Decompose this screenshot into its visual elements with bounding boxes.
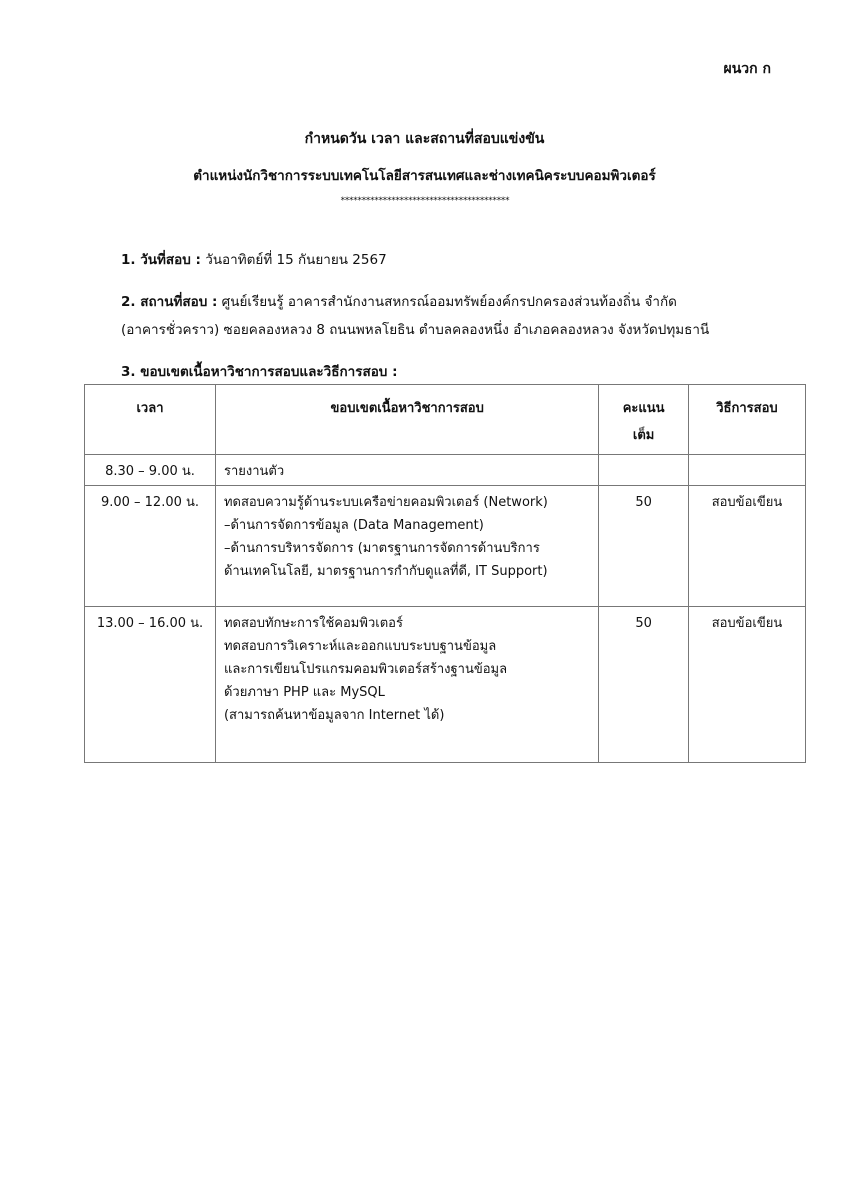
row-time: 9.00 – 12.00 น.	[85, 486, 216, 607]
row-score	[599, 455, 688, 486]
header-content: ขอบเขตเนื้อหาวิชาการสอบ	[215, 385, 598, 455]
row-score: 50	[599, 607, 688, 763]
header-score-line1: คะแนน	[622, 401, 665, 416]
table-row	[85, 455, 806, 486]
appendix-label: ผนวก ก	[723, 61, 771, 77]
table-row	[85, 486, 806, 607]
row-time: 13.00 – 16.00 น.	[85, 607, 216, 763]
exam-date-value: วันอาทิตย์ที่ 15 กันยายน 2567	[205, 252, 387, 268]
exam-date-label: 1. วันที่สอบ :	[121, 252, 201, 268]
header-time: เวลา	[85, 385, 216, 455]
exam-schedule-table	[84, 384, 806, 763]
row-method: สอบข้อเขียน	[688, 607, 805, 763]
separator-line: ****************************************	[340, 196, 509, 206]
row-content: รายงานตัว	[215, 455, 598, 486]
header-method: วิธีการสอบ	[688, 385, 805, 455]
row-content: ทดสอบความรู้ด้านระบบเครือข่ายคอมพิวเตอร์ (Network) –ด้านการจัดการข้อมูล (Data Management) –ด้านการบริหารจัดการ (มาตรฐานการจัดการด้านบริการ ด้านเทคโนโลยี, มาตรฐานการกำกับดูแลที่ดี, IT Support)	[215, 486, 598, 607]
row-time: 8.30 – 9.00 น.	[85, 455, 216, 486]
position-title: ตำแหน่งนักวิชาการระบบเทคโนโลยีสารสนเทศและช่างเทคนิคระบบคอมพิวเตอร์	[193, 168, 656, 184]
header-score-line2: เต็ม	[632, 428, 655, 443]
row-method	[688, 455, 805, 486]
header-score	[599, 385, 688, 455]
table-header-row	[85, 385, 806, 455]
exam-place-value-line2: (อาคารชั่วคราว) ซอยคลองหลวง 8 ถนนพหลโยธิน ตำบลคลองหนึ่ง อำเภอคลองหลวง จังหวัดปทุมธานี	[121, 322, 710, 338]
table-row	[85, 607, 806, 763]
row-method: สอบข้อเขียน	[688, 486, 805, 607]
exam-date	[121, 248, 387, 270]
row-score: 50	[599, 486, 688, 607]
exam-place-value-line1: ศูนย์เรียนรู้ อาคารสำนักงานสหกรณ์ออมทรัพย์องค์กรปกครองส่วนท้องถิ่น จำกัด	[221, 294, 677, 310]
exam-place-label: 2. สถานที่สอบ :	[121, 294, 218, 310]
scope-heading: 3. ขอบเขตเนื้อหาวิชาการสอบและวิธีการสอบ :	[121, 364, 398, 380]
document-title: กำหนดวัน เวลา และสถานที่สอบแข่งขัน	[304, 131, 545, 147]
exam-place	[121, 290, 677, 312]
row-content: ทดสอบทักษะการใช้คอมพิวเตอร์ ทดสอบการวิเคราะห์และออกแบบระบบฐานข้อมูล และการเขียนโปรแกรมคอมพิวเตอร์สร้างฐานข้อมูล ด้วยภาษา PHP และ MySQL (สามารถค้นหาข้อมูลจาก Internet ได้)	[215, 607, 598, 763]
